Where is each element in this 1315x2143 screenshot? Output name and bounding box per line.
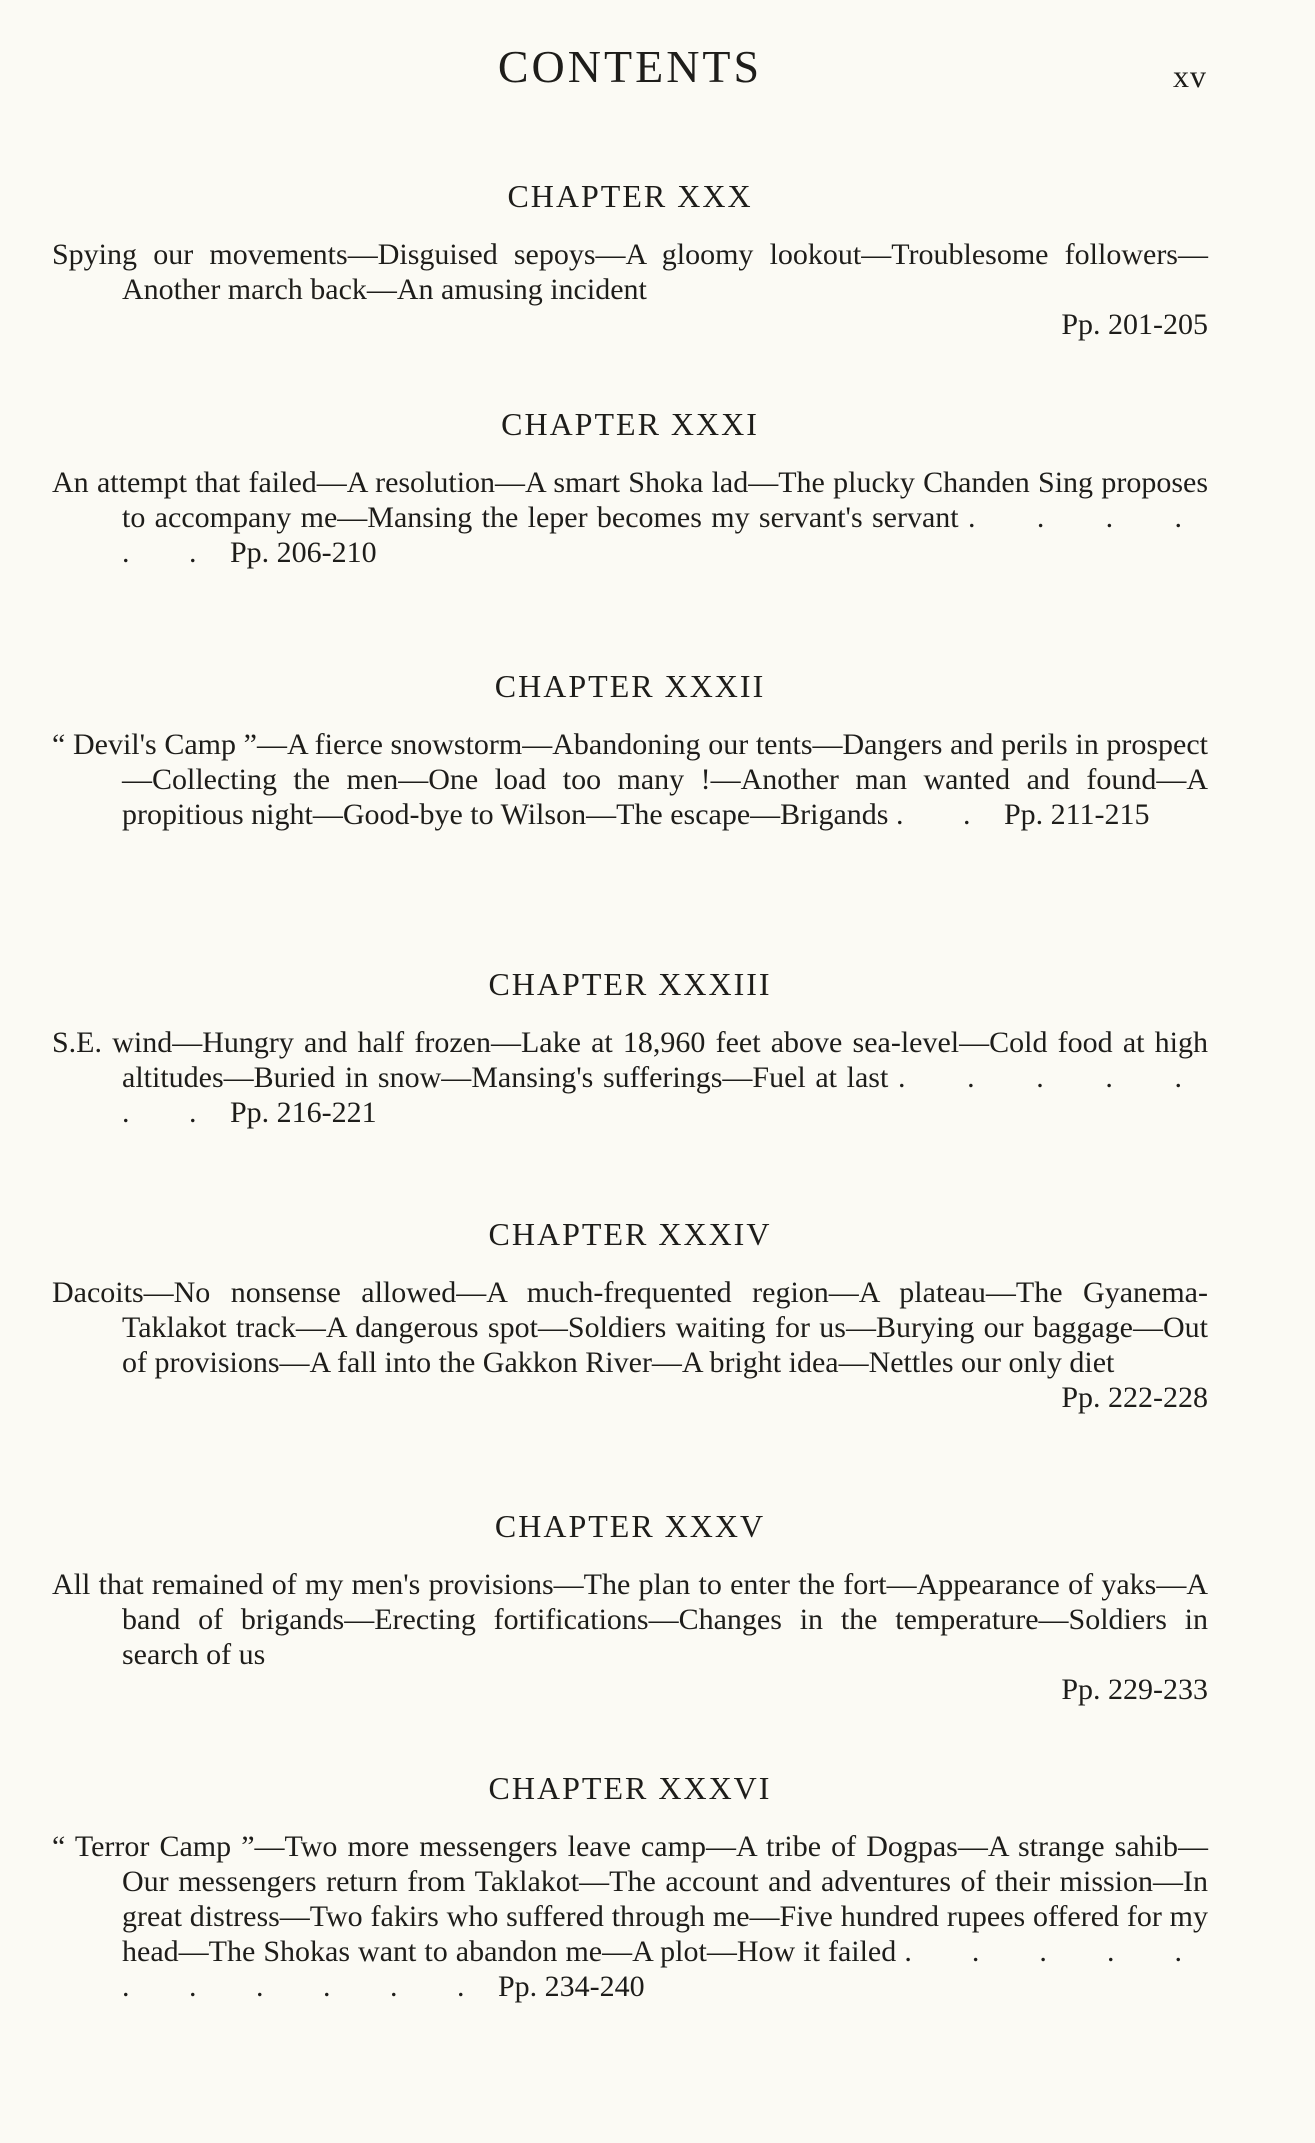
chapter-heading: CHAPTER XXXI <box>501 406 759 442</box>
chapter-summary: An attempt that failed—A resolution—A smart Shoka lad—The plucky Chanden Sing proposes to accompany me—Mansing the leper becomes my servant's servant <box>52 466 1208 534</box>
chapter-entry-xxxii <box>52 668 1208 832</box>
page-number: xv <box>1173 58 1207 94</box>
chapter-heading: CHAPTER XXX <box>507 178 753 214</box>
chapter-summary-block <box>52 1025 1208 1130</box>
chapter-summary: S.E. wind—Hungry and half frozen—Lake at 18,960 feet above sea-level—Cold food at high altitudes—Buried in snow—Mansing's sufferings—Fuel at last <box>52 1026 1208 1094</box>
chapter-entry-xxxv <box>52 1508 1208 1707</box>
chapter-pages: Pp. 211-215 <box>1003 798 1150 831</box>
page-title: CONTENTS <box>497 41 763 92</box>
chapter-summary-block <box>52 1829 1208 2004</box>
chapter-entry-xxx <box>52 178 1208 342</box>
chapter-summary: “ Devil's Camp ”—A fierce snowstorm—Abandoning our tents—Dangers and perils in prospect—Collecting the men—One load too many !—Another man wanted and found—A propitious night—Good-bye to Wilson—The escape—Brigands <box>52 728 1208 831</box>
dot-leader: . . . . . . <box>122 501 1209 569</box>
chapter-heading: CHAPTER XXXII <box>494 668 766 704</box>
chapter-summary: All that remained of my men's provisions—The plan to enter the fort—Appearance of yaks—A band of brigands—Erecting fortifications—Changes in the temperature—Soldiers in search of us <box>52 1568 1208 1671</box>
chapter-pages: Pp. 216-221 <box>230 1096 377 1129</box>
chapter-summary: Dacoits—No nonsense allowed—A much-frequented region—A plateau—The Gyanema-Taklakot track—A dangerous spot—Soldiers waiting for us—Burying our baggage—Out of provisions—A fall into the Gakkon River—A bright idea—Nettles our only diet <box>52 1276 1208 1379</box>
chapter-pages: Pp. 234-240 <box>498 1970 645 2003</box>
chapter-heading: CHAPTER XXXIII <box>488 966 772 1002</box>
chapter-entry-xxxi <box>52 406 1208 570</box>
chapter-summary-block <box>52 727 1208 832</box>
chapter-summary: “ Terror Camp ”—Two more messengers leave camp—A tribe of Dogpas—A strange sahib—Our messengers return from Taklakot—The account and adventures of their mission—In great distress—Two fakirs who suffered through me—Five hundred rupees offered for my head—The Shokas want to abandon me—A plot—How it failed <box>52 1830 1208 1968</box>
chapter-entry-xxxiv <box>52 1216 1208 1415</box>
chapter-heading: CHAPTER XXXV <box>494 1508 766 1544</box>
chapter-summary-block <box>52 465 1208 570</box>
chapter-pages: Pp. 206-210 <box>230 536 377 569</box>
dot-leader: . . <box>895 798 997 831</box>
chapter-summary: Spying our movements—Disguised sepoys—A gloomy lookout—Troublesome followers—Another march back—An amusing incident <box>52 238 1208 306</box>
chapter-pages: Pp. 201-205 <box>1061 308 1208 341</box>
chapter-heading: CHAPTER XXXVI <box>488 1770 772 1806</box>
chapter-entry-xxxvi <box>52 1770 1208 2004</box>
chapter-pages: Pp. 229-233 <box>1061 1673 1208 1706</box>
dot-leader: . . . . . . . . . . . <box>122 1935 1209 2003</box>
chapter-heading: CHAPTER XXXIV <box>488 1216 772 1252</box>
chapter-entry-xxxiii <box>52 966 1208 1130</box>
dot-leader: . . . . . . . <box>122 1061 1209 1129</box>
chapter-pages: Pp. 222-228 <box>1061 1381 1208 1414</box>
